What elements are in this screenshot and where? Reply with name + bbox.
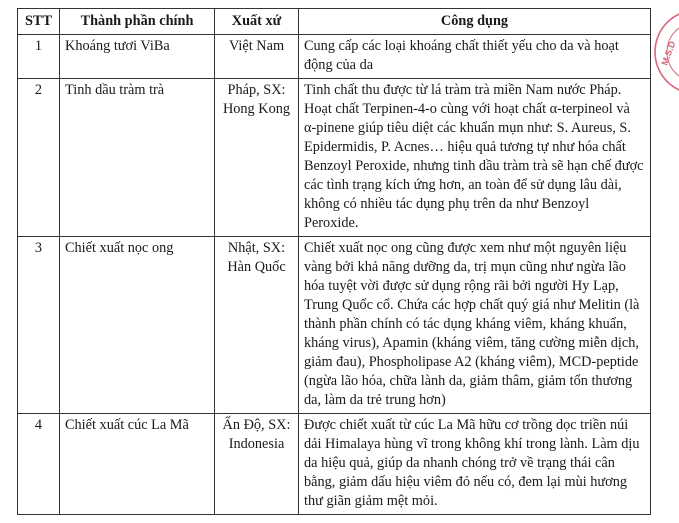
cell-usage: Tinh chất thu được từ lá tràm trà miền Nam nước Pháp. Hoạt chất Terpinen-4-o cùng với hoạt chất α-terpineol và α-pinene giúp tiêu diệt các khuẩn mụn như: S. Aureus, S. Epidermidis, P. Acnes… hiệu quả tương tự như hóa chất Benzoyl Peroxide, nhưng tinh dầu tràm trà sẽ hạn chế được các tình trạng kích ứng hơn, an toàn để sử dụng lâu dài, không có nhiều tác dụng phụ trên da như Benzoyl Peroxide.: [299, 79, 651, 237]
cell-usage: Chiết xuất nọc ong cũng được xem như một nguyên liệu vàng bởi khả năng dưỡng da, trị mụn cũng như ngừa lão hóa tuyệt vời được sử dụng rộng rãi bởi người Hy Lạp, Trung Quốc cổ. Chứa các hợp chất quý giá như Melitin (là thành phần chính có tác dụng kháng viêm, kháng khuẩn, kháng virus), Apamin (kháng viêm, tăng cường miễn dịch, giảm đau), Phospholipase A2 (kháng viêm), MCD-peptide (ngừa lão hóa, chữa lành da, giảm thâm, giảm tổn thương da, làm da trẻ trung hơn): [299, 237, 651, 414]
cell-component: Chiết xuất nọc ong: [60, 237, 215, 414]
cell-stt: 2: [18, 79, 60, 237]
cell-usage: Cung cấp các loại khoáng chất thiết yếu cho da và hoạt động của da: [299, 35, 651, 79]
cell-stt: 1: [18, 35, 60, 79]
table-row: [18, 79, 651, 237]
stamp-text: M.S.D: [659, 39, 678, 67]
cell-component: Chiết xuất cúc La Mã: [60, 414, 215, 515]
header-origin: Xuất xứ: [215, 9, 299, 35]
cell-stt: 3: [18, 237, 60, 414]
table-row: [18, 414, 651, 515]
cell-component: Khoáng tươi ViBa: [60, 35, 215, 79]
header-stt: STT: [18, 9, 60, 35]
ingredients-table: [17, 8, 651, 515]
cell-origin: Pháp, SX: Hong Kong: [215, 79, 299, 237]
header-component: Thành phần chính: [60, 9, 215, 35]
cell-origin: Nhật, SX: Hàn Quốc: [215, 237, 299, 414]
cell-origin: Việt Nam: [215, 35, 299, 79]
cell-usage: Được chiết xuất từ cúc La Mã hữu cơ trồng dọc triền núi dải Himalaya hùng vĩ trong không khí trong lành. Làm dịu da hiệu quả, giúp da nhanh chóng trở về trạng thái cân bằng, giảm dấu hiệu viêm đỏ nếu có, đem lại mùi hương thư giãn giảm mệt mỏi.: [299, 414, 651, 515]
table-row: [18, 237, 651, 414]
cell-stt: 4: [18, 414, 60, 515]
table-header-row: [18, 9, 651, 35]
table-row: [18, 35, 651, 79]
cell-component: Tinh dầu tràm trà: [60, 79, 215, 237]
cell-origin: Ấn Độ, SX: Indonesia: [215, 414, 299, 515]
stamp-seal: [651, 4, 679, 100]
header-usage: Công dụng: [299, 9, 651, 35]
